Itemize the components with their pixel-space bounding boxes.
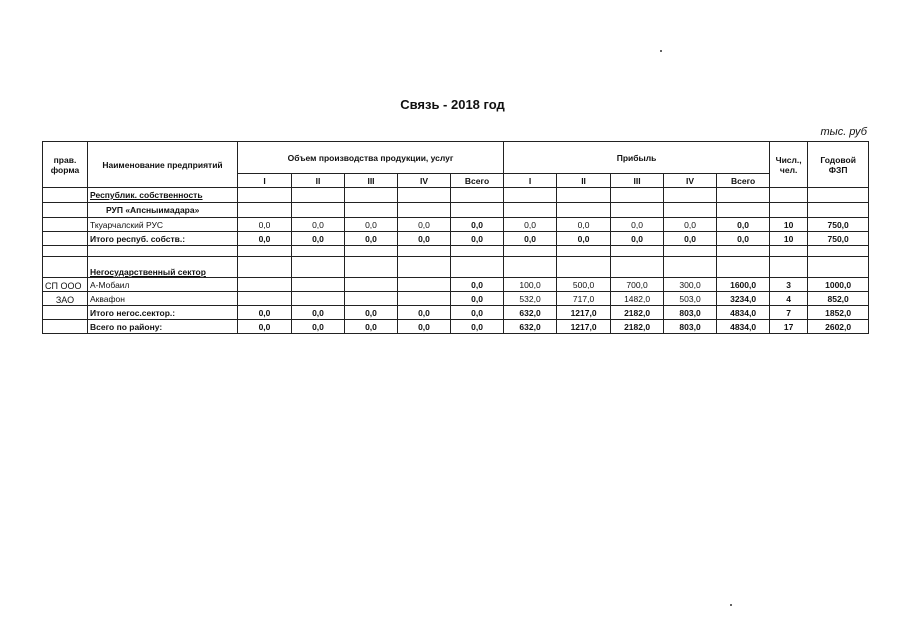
prof-q3: 1482,0 (611, 292, 664, 306)
vol-q1 (238, 292, 292, 306)
legal-form: СП ООО (43, 278, 88, 292)
vol-q4: 0,0 (398, 306, 451, 320)
vol-q4: 0,0 (398, 320, 451, 334)
prof-q4: 503,0 (664, 292, 717, 306)
page-title: Связь - 2018 год (400, 97, 505, 112)
staff-count: 10 (770, 232, 808, 246)
prof-q4: 0,0 (664, 218, 717, 232)
header-vol-q4: IV (398, 174, 451, 188)
unit-label: тыс. руб (820, 126, 867, 138)
header-staff: Числ., чел. (770, 142, 808, 188)
vol-total: 0,0 (451, 306, 504, 320)
prof-q4: 300,0 (664, 278, 717, 292)
table-row (43, 188, 869, 203)
vol-q4: 0,0 (398, 232, 451, 246)
header-vol-total: Всего (451, 174, 504, 188)
legal-form: ЗАО (43, 292, 88, 306)
vol-total: 0,0 (451, 292, 504, 306)
header-form: прав. форма (43, 142, 88, 188)
vol-q2: 0,0 (292, 218, 345, 232)
vol-total: 0,0 (451, 320, 504, 334)
prof-q2: 500,0 (557, 278, 611, 292)
prof-q4: 0,0 (664, 232, 717, 246)
table-row (43, 278, 869, 292)
vol-q2: 0,0 (292, 306, 345, 320)
vol-q3: 0,0 (345, 320, 398, 334)
header-prof-q2: II (557, 174, 611, 188)
legal-form (43, 320, 88, 334)
prof-q1: 100,0 (504, 278, 557, 292)
vol-q1: 0,0 (238, 320, 292, 334)
table-row (43, 203, 869, 218)
scan-speck (730, 604, 732, 606)
legal-form (43, 232, 88, 246)
prof-total: 0,0 (717, 218, 770, 232)
table-row (43, 320, 869, 334)
vol-q3: 0,0 (345, 218, 398, 232)
header-vol-q2: II (292, 174, 345, 188)
subsection-label: РУП «Апсныимадара» (88, 203, 238, 218)
legal-form (43, 218, 88, 232)
staff-count: 3 (770, 278, 808, 292)
header-vol-q1: I (238, 174, 292, 188)
total-label: Итого респуб. собств.: (88, 232, 238, 246)
vol-total: 0,0 (451, 278, 504, 292)
table-row (43, 246, 869, 257)
fzp-value: 852,0 (808, 292, 869, 306)
total-label: Итого негос.сектор.: (88, 306, 238, 320)
prof-q1: 0,0 (504, 218, 557, 232)
section-label: Республик. собственность (88, 188, 238, 203)
prof-q3: 2182,0 (611, 306, 664, 320)
table-row (43, 232, 869, 246)
vol-q1: 0,0 (238, 306, 292, 320)
fzp-value: 1000,0 (808, 278, 869, 292)
prof-q1: 632,0 (504, 320, 557, 334)
staff-count: 7 (770, 306, 808, 320)
vol-q2 (292, 292, 345, 306)
header-prof-total: Всего (717, 174, 770, 188)
vol-q3 (345, 278, 398, 292)
prof-q3: 700,0 (611, 278, 664, 292)
staff-count: 4 (770, 292, 808, 306)
prof-total: 4834,0 (717, 320, 770, 334)
scan-speck (660, 50, 662, 52)
prof-q2: 1217,0 (557, 320, 611, 334)
prof-q3: 0,0 (611, 218, 664, 232)
vol-total: 0,0 (451, 232, 504, 246)
header-prof-q1: I (504, 174, 557, 188)
company-name: Аквафон (88, 292, 238, 306)
table-row (43, 306, 869, 320)
table-row (43, 218, 869, 232)
prof-q2: 1217,0 (557, 306, 611, 320)
vol-q2: 0,0 (292, 320, 345, 334)
vol-q2: 0,0 (292, 232, 345, 246)
total-label: Всего по району: (88, 320, 238, 334)
prof-q1: 532,0 (504, 292, 557, 306)
vol-q1: 0,0 (238, 218, 292, 232)
vol-q4: 0,0 (398, 218, 451, 232)
vol-q4 (398, 278, 451, 292)
staff-count: 10 (770, 218, 808, 232)
company-name: А-Мобаил (88, 278, 238, 292)
prof-q1: 0,0 (504, 232, 557, 246)
vol-q4 (398, 292, 451, 306)
prof-q4: 803,0 (664, 320, 717, 334)
company-name: Ткуарчалский РУС (88, 218, 238, 232)
header-profit: Прибыль (504, 142, 770, 174)
fzp-value: 750,0 (808, 232, 869, 246)
prof-q4: 803,0 (664, 306, 717, 320)
vol-q1 (238, 278, 292, 292)
header-prof-q3: III (611, 174, 664, 188)
header-name: Наименование предприятий (88, 142, 238, 188)
section-label: Негосударственный сектор (88, 257, 238, 278)
prof-total: 4834,0 (717, 306, 770, 320)
prof-q3: 0,0 (611, 232, 664, 246)
prof-total: 0,0 (717, 232, 770, 246)
table-row (43, 257, 869, 278)
prof-q2: 0,0 (557, 232, 611, 246)
prof-q3: 2182,0 (611, 320, 664, 334)
prof-q2: 717,0 (557, 292, 611, 306)
fzp-value: 750,0 (808, 218, 869, 232)
report-table (42, 141, 869, 334)
table-row (43, 292, 869, 306)
header-vol-q3: III (345, 174, 398, 188)
vol-total: 0,0 (451, 218, 504, 232)
prof-q1: 632,0 (504, 306, 557, 320)
prof-total: 1600,0 (717, 278, 770, 292)
vol-q2 (292, 278, 345, 292)
fzp-value: 2602,0 (808, 320, 869, 334)
legal-form (43, 306, 88, 320)
header-fzp: Годовой ФЗП (808, 142, 869, 188)
header-volume: Объем производства продукции, услуг (238, 142, 504, 174)
fzp-value: 1852,0 (808, 306, 869, 320)
header-prof-q4: IV (664, 174, 717, 188)
prof-total: 3234,0 (717, 292, 770, 306)
vol-q1: 0,0 (238, 232, 292, 246)
vol-q3: 0,0 (345, 306, 398, 320)
vol-q3 (345, 292, 398, 306)
prof-q2: 0,0 (557, 218, 611, 232)
vol-q3: 0,0 (345, 232, 398, 246)
staff-count: 17 (770, 320, 808, 334)
